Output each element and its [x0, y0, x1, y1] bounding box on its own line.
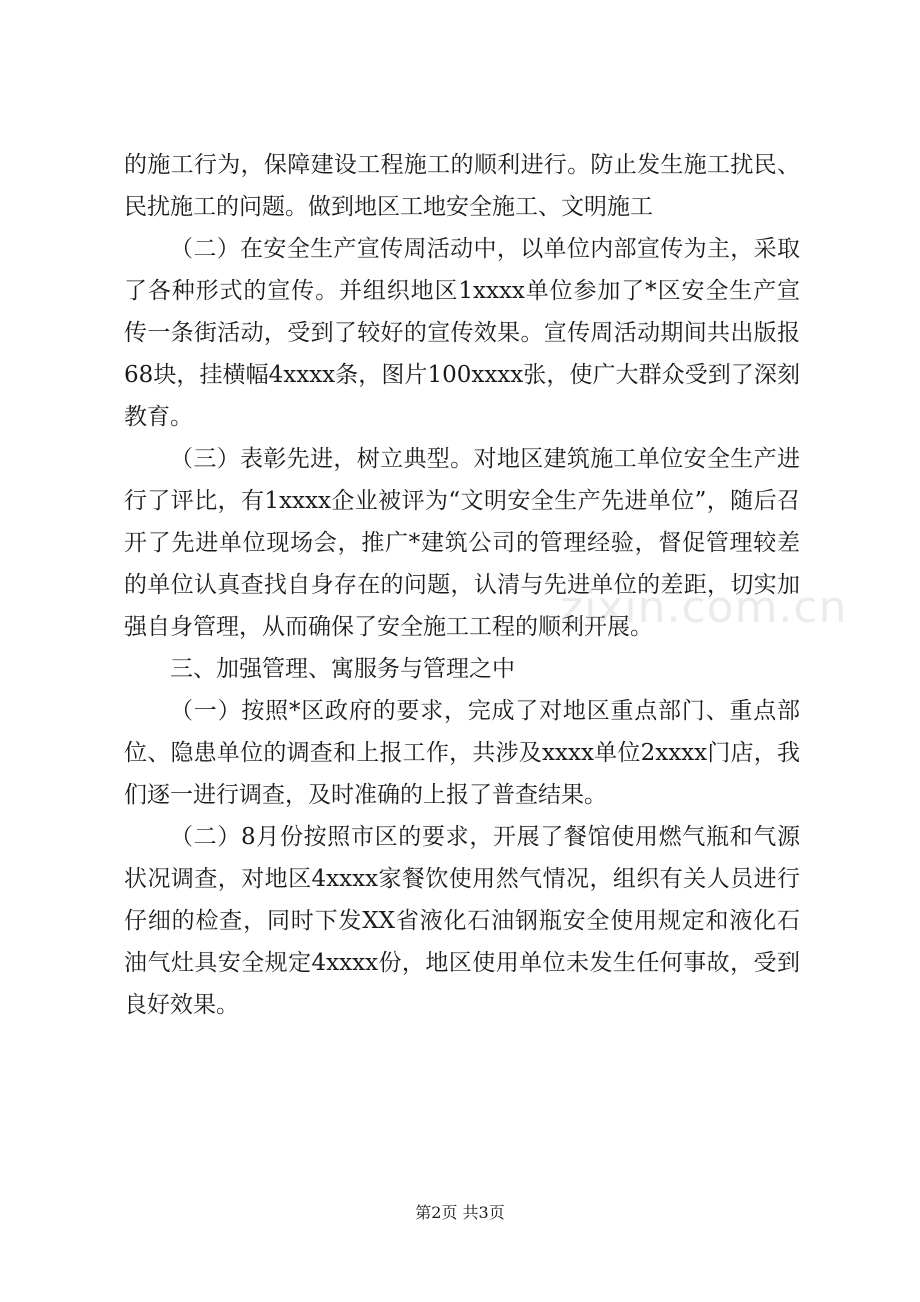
page-footer: 第2页 共3页 — [415, 1203, 505, 1222]
paragraph-publicity-week: （二）在安全生产宣传周活动中，以单位内部宣传为主，采取了各种形式的宣传。并组织地区1xxxx单位参加了*区安全生产宣传一条街活动，受到了较好的宣传效果。宣传周活动期间共出版报68块，挂横幅4xxxx条，图片100xxxx张，使广大群众受到了深刻教育。 — [124, 236, 800, 430]
document-body — [124, 144, 800, 1026]
paragraph-continuation: 的施工行为，保障建设工程施工的顺利进行。防止发生施工扰民、民扰施工的问题。做到地区工地安全施工、文明施工 — [124, 152, 800, 220]
paragraph-gas-cylinder-check: （二）8月份按照市区的要求，开展了餐馆使用燃气瓶和气源状况调查，对地区4xxxx家餐饮使用然气情况，组织有关人员进行仔细的检查，同时下发XX省液化石油钢瓶安全使用规定和液化石油气灶具安全规定4xxxx份，地区使用单位未发生任何事故，受到良好效果。 — [124, 824, 800, 1018]
paragraph-survey: （一）按照*区政府的要求，完成了对地区重点部门、重点部位、隐患单位的调查和上报工作，共涉及xxxx单位2xxxx门店，我们逐一进行调查，及时准确的上报了普查结果。 — [124, 698, 800, 808]
section-heading-management: 三、加强管理、寓服务与管理之中 — [170, 656, 515, 682]
paragraph-commendation: （三）表彰先进，树立典型。对地区建筑施工单位安全生产进行了评比，有1xxxx企业被评为“文明安全生产先进单位”，随后召开了先进单位现场会，推广*建筑公司的管理经验，督促管理较差的单位认真查找自身存在的问题，认清与先进单位的差距，切实加强自身管理，从而确保了安全施工工程的顺利开展。 — [124, 446, 800, 640]
watermark: zixin.com.cn — [560, 582, 848, 633]
